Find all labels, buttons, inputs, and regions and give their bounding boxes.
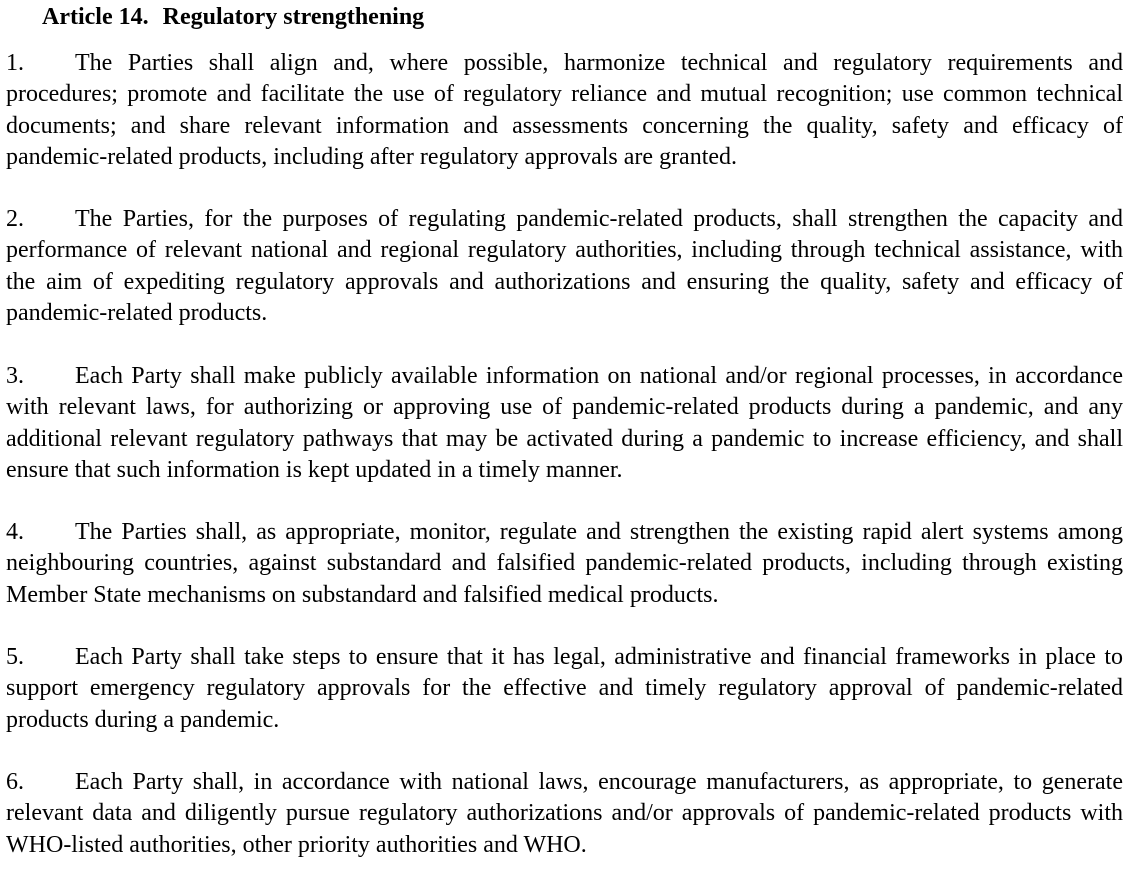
paragraph-text: Each Party shall, in accordance with national laws, encourage manufacturers, as appropriate, to generate relevant data and diligently pursue regulatory authorizations and/or approvals of pandemic-related products with WHO-listed authorities, other priority authorities and WHO.	[6, 769, 1123, 858]
paragraph-text: The Parties shall, as appropriate, monitor, regulate and strengthen the existing rapid alert systems among neighbouring countries, against substandard and falsified pandemic-related products, including through existing Member State mechanisms on substandard and falsified medical products.	[6, 519, 1123, 608]
paragraph-3	[6, 361, 1123, 486]
paragraph-number: 4.	[6, 519, 24, 545]
paragraph-text: The Parties shall align and, where possible, harmonize technical and regulatory requirements and procedures; promote and facilitate the use of regulatory reliance and mutual recognition; use common technical documents; and share relevant information and assessments concerning the quality, safety and efficacy of pandemic-related products, including after regulatory approvals are granted.	[6, 50, 1123, 170]
paragraph-2	[6, 204, 1123, 329]
paragraph-text: Each Party shall make publicly available information on national and/or regional processes, in accordance with relevant laws, for authorizing or approving use of pandemic-related products during a pandemic, and any additional relevant regulatory pathways that may be activated during a pandemic to increase efficiency, and shall ensure that such information is kept updated in a timely manner.	[6, 363, 1123, 483]
article-title: Regulatory strengthening	[162, 4, 425, 30]
article-heading	[42, 3, 424, 31]
article-number: Article 14.	[42, 4, 149, 30]
paragraph-number: 2.	[6, 206, 24, 232]
paragraph-4	[6, 517, 1123, 611]
paragraph-number: 1.	[6, 50, 24, 76]
paragraph-number: 3.	[6, 363, 24, 389]
paragraph-text: Each Party shall take steps to ensure that it has legal, administrative and financial frameworks in place to support emergency regulatory approvals for the effective and timely regulatory approval of pandemic-related products during a pandemic.	[6, 644, 1123, 733]
paragraph-number: 5.	[6, 644, 24, 670]
paragraph-1	[6, 48, 1123, 173]
paragraph-number: 6.	[6, 769, 24, 795]
paragraph-text: The Parties, for the purposes of regulating pandemic-related products, shall strengthen the capacity and performance of relevant national and regional regulatory authorities, including through technical assistance, with the aim of expediting regulatory approvals and authorizations and ensuring the quality, safety and efficacy of pandemic-related products.	[6, 206, 1123, 326]
paragraph-6	[6, 767, 1123, 861]
paragraph-5	[6, 642, 1123, 736]
